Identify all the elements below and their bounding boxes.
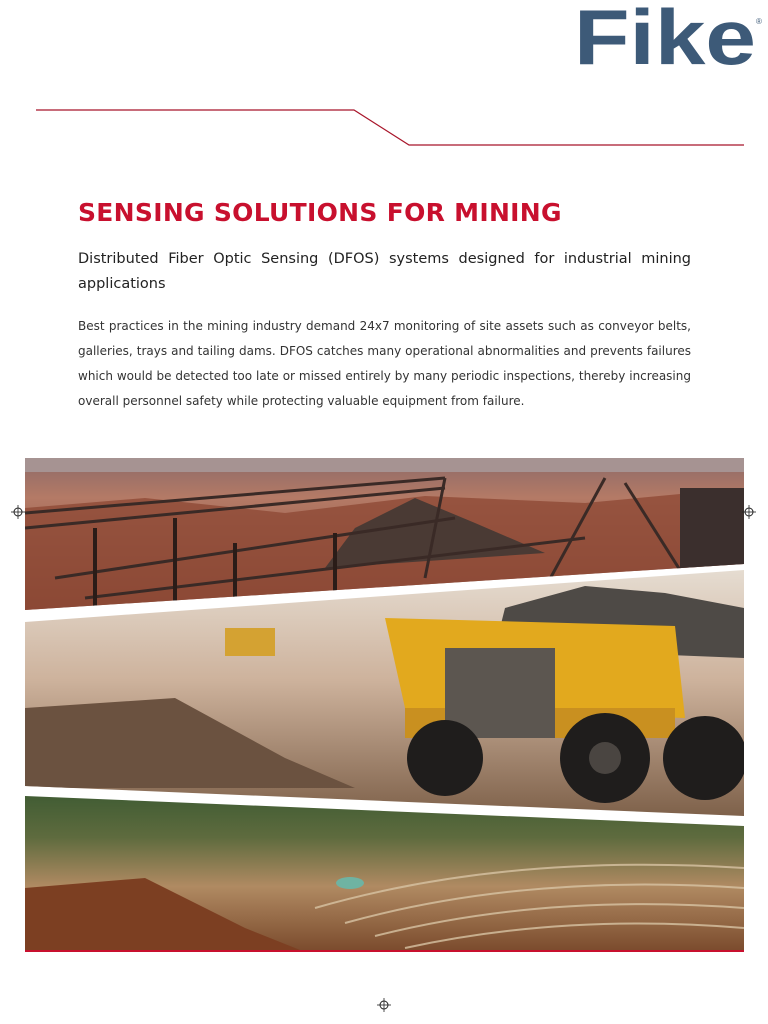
registration-mark-bottom-icon — [377, 998, 391, 1012]
fike-logo — [574, 2, 766, 68]
open-pit-photo — [25, 788, 744, 952]
page-title: SENSING SOLUTIONS FOR MINING — [78, 198, 562, 227]
registration-mark-right-icon — [742, 505, 756, 519]
page-subtitle: Distributed Fiber Optic Sensing (DFOS) systems designed for industrial mining applications — [78, 251, 691, 292]
fike-logo-text: Fike — [574, 2, 756, 68]
registered-mark: ® — [756, 17, 762, 26]
header-divider — [0, 100, 768, 160]
mining-photo-collage — [25, 458, 744, 952]
intro-paragraph: Best practices in the mining industry demand 24x7 monitoring of site assets such as conveyor belts, galleries, trays and tailing dams. DFOS catches many operational abnormalities and prevents failures which would be detected too late or missed entirely by many periodic inspections, thereby increasing overall personnel safety while protecting valuable equipment from failure. — [78, 319, 691, 408]
registration-mark-left-icon — [11, 505, 25, 519]
haul-truck-photo — [25, 568, 744, 818]
